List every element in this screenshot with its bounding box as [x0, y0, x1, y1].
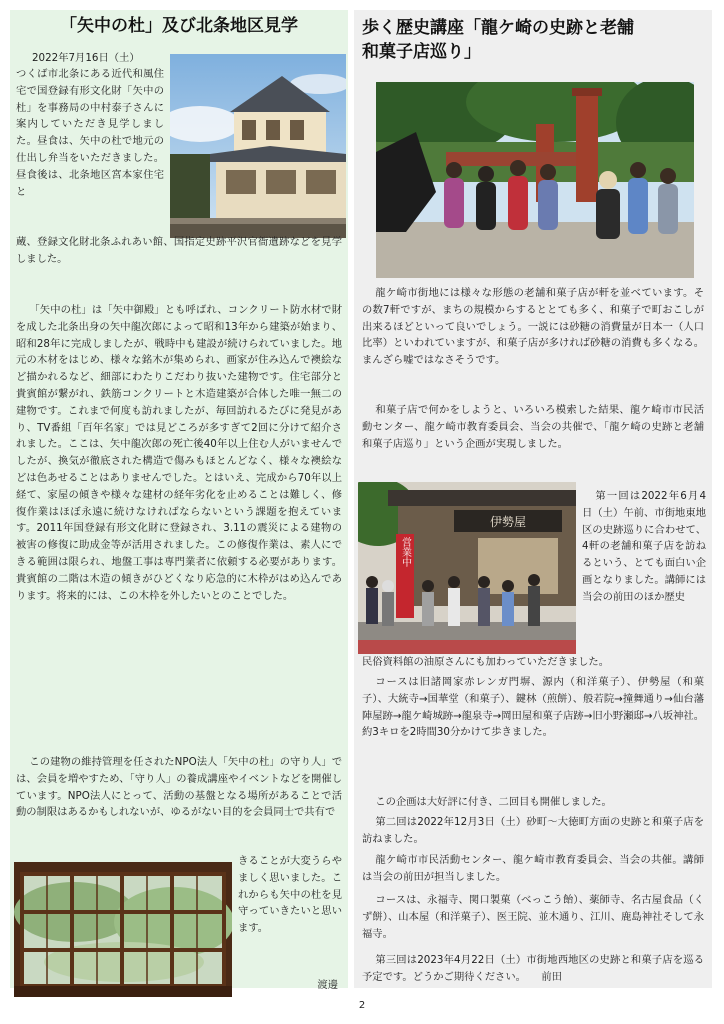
left-article: [10, 10, 348, 991]
wooden-window-photo: [14, 862, 232, 997]
left-paragraph-2: 「矢中の杜」は「矢中御殿」とも呼ばれ、コンクリート防水材で財を成した北条出身の矢中龍次郎によって昭和13年から建築が始まり、昭和28年に完成しましたが、戦時中も建設が続けられていました。地元の木材をはじめ、様々な銘木が集められ、画家が住み込んで襖絵など描かれるなど、細部にわたりこだわり抜いた建物です。住宅部分と貴賓館が繋がれ、鉄筋コンクリートと木造建築が合体した唯一無二の建物です。これまで何度も訪れましたが、毎回訪れるたびに発見があり、TV番組「百年名家」では見どころが多すぎて2回に分けて紹介されました。ここは、矢中龍次郎の死亡後40年以上住む人がいませんでしたが、換気が徹底された構造で傷みもほとんどなく、様々な襖絵などは色あせることはありませんでした。とはいえ、完成から70年以上経て、家屋の傾きや様々な建材の経年劣化を止めることは難しく、修復作業はほぼ永遠に続けなければならないという課題を抱えています。2011年国登録有形文化財に登録され、3.11の震災による建物の被害の修復に助成金等が活用されました。この修復作業は、素人にできる範囲は限られ、地盤工事は専門業者に依頼する必要があります。貴賓館の二階は木造の傾きがひどくなり応急的に木枠がはめ込んであります。将来的には、この木枠を外したいとのことでした。: [16, 304, 342, 602]
right-paragraph-5: この企画は大好評に付き、二回目も開催しました。: [375, 796, 612, 808]
right-paragraph-9: [362, 952, 704, 986]
right-paragraph-7: 龍ケ崎市市民活動センター、龍ケ崎市教育委員会、当会の共催。講師は当会の前田が担当しました。: [362, 854, 704, 883]
right-paragraph-4: コースは旧諸岡家赤レンガ門塀、源内（和洋菓子）、伊勢屋（和菓子）、大統寺→国華堂（和菓子）、鍵林（煎餅）、般若院→撞舞通り→仙台藩陣屋跡→龍ケ崎城跡→龍泉寺→岡田屋和菓子店跡→旧小野瀬邸→八坂神社。約3キロを2時間30分かけて歩きました。: [362, 676, 704, 739]
right-article-signature: 前田: [541, 970, 562, 983]
right-paragraph-6: 第二回は2022年12月3日（土）砂町～大徳町方面の史跡と和菓子店を訪ねました。: [362, 816, 704, 845]
right-paragraph-1: 龍ケ崎市街地には様々な形態の老舗和菓子店が軒を並べています。その数7軒ですが、まちの規模からするととても多く、和菓子で町おこしが出来るほどといって良いでしょう。一説には砂糖の消費量が日本一（人口比率）といわれていますが、和菓子店が多ければ砂糖の消費も多くなる。まんざら嘘ではなさそうです。: [362, 287, 704, 367]
right-paragraph-8: コースは、永福寺、関口製菓（べっこう飴）、薬師寺、名古屋食品（くず餅）、山本屋（和洋菓子）、医王院、並木通り、江川、鹿島神社そして永福寺。: [362, 894, 704, 940]
left-article-signature: 渡邊: [317, 979, 338, 991]
page-number: 2: [358, 1000, 366, 1011]
iseya-shop-sign: 伊勢屋: [489, 515, 527, 529]
left-article-date: 2022年7月16日（土）: [32, 52, 140, 64]
right-paragraph-9-text: 第三回は2023年4月22日（土）市街地西地区の史跡と和菓子店を巡る予定です。どうかご期待ください。: [362, 954, 704, 983]
right-paragraph-3-continued: 民俗資料館の油原さんにも加わっていただきました。: [362, 656, 610, 668]
left-paragraph-3-continued: きることが大変うらやましく思いました。これからも矢中の杜を見守っていきたいと思います。: [238, 855, 342, 935]
left-paragraph-3: この建物の維持管理を任されたNPO法人「矢中の杜」の守り人」では、会員を増やすため、「守り人」の養成講座やイベントなどを開催しています。NPO法人にとって、活動の基盤となる場所があることで活動の制限はあるかもしれないが、ゆるがない目的を会員同士で共有で: [16, 756, 342, 819]
right-paragraph-2: 和菓子店で何かをしようと、いろいろ模索した結果、龍ケ崎市市民活動センター、龍ケ崎市教育委員会、当会の共催で、「龍ケ崎の史跡と老舗和菓子店巡り」という企画が実現しました。: [362, 404, 704, 450]
right-article-title: 歩く歴史講座「龍ケ崎の史跡と老舗 和菓子店巡り」: [362, 18, 634, 62]
left-paragraph-1: つくば市北条にある近代和風住宅で国登録有形文化財「矢中の杜」を事務局の中村泰子さんに案内していただき見学しました。昼食は、矢中の杜で地元の仕出し弁当をいただきました。昼食後は、北条地区宮本家住宅と: [16, 68, 164, 198]
left-paragraph-1-continued: 蔵、登録文化財北条ふれあい館、国指定史跡平沢官衙遺跡などを見学しました。: [16, 236, 342, 265]
yanaka-no-mori-house-photo: [170, 54, 346, 238]
right-article: [354, 10, 712, 988]
tour-group-photo: [376, 82, 694, 278]
iseya-shop-photo: [358, 482, 576, 654]
eigyochu-banner: 営業中: [399, 537, 411, 567]
left-article-title: 「矢中の杜」及び北条地区見学: [60, 16, 298, 36]
right-paragraph-3: 第一回は2022年6月4日（土）午前、市街地東地区の史跡巡りに合わせて、4軒の老舗和菓子店を訪ねるという、とても面白い企画となりました。講師には当会の前田のほか歴史: [582, 490, 706, 603]
